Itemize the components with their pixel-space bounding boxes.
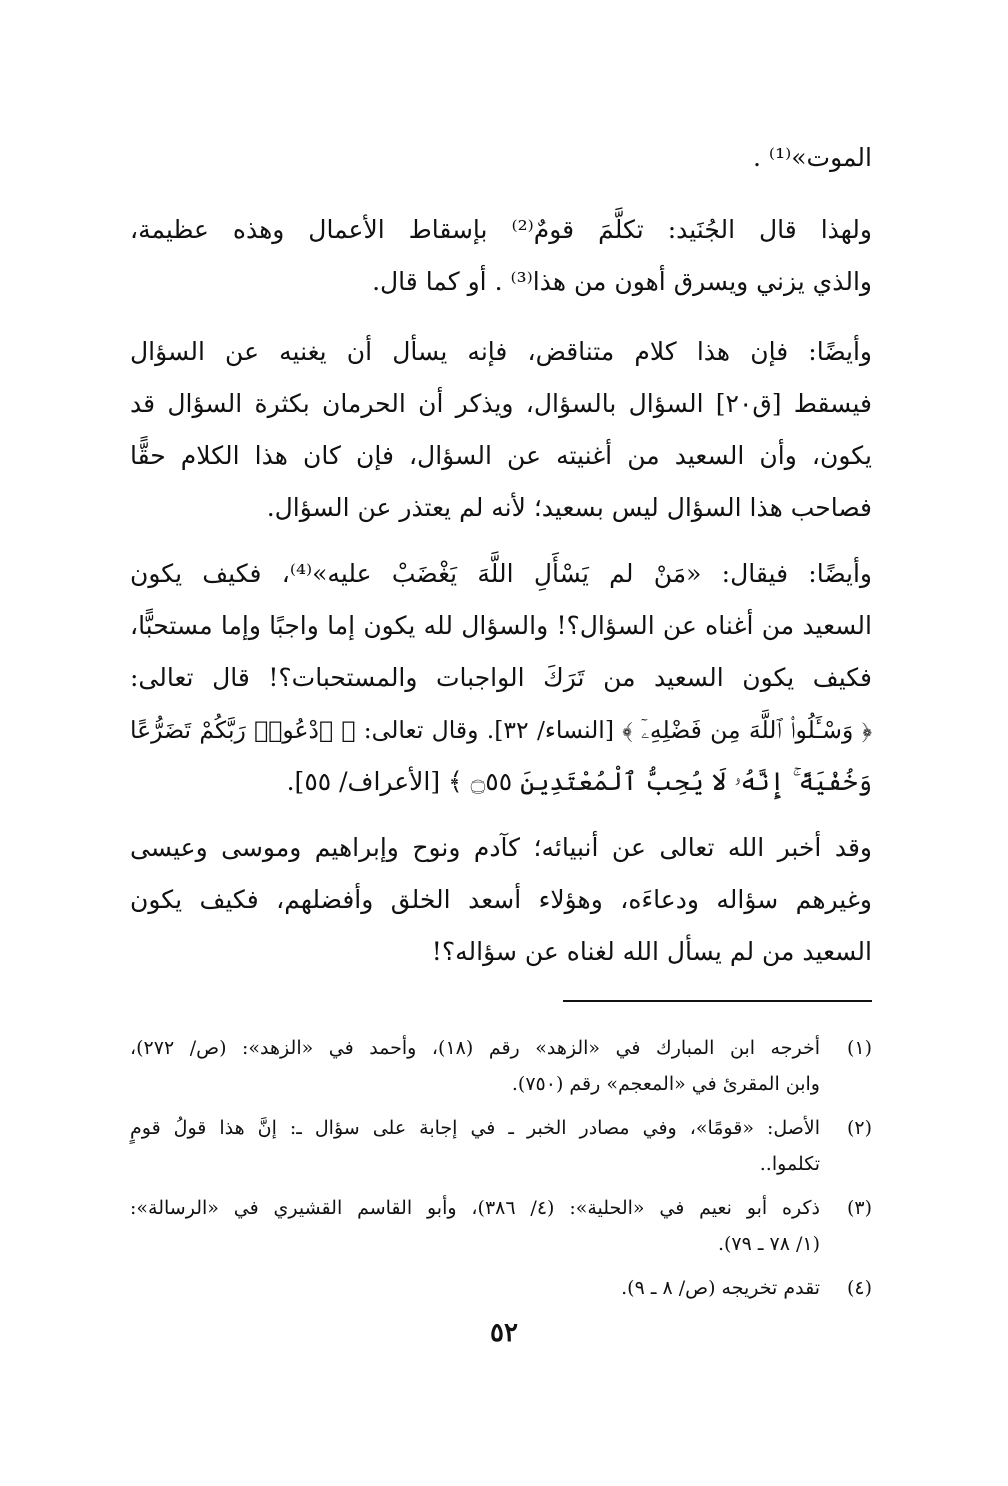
paragraph-3: [130, 326, 872, 534]
page-number: ٥٢: [490, 1318, 518, 1348]
footnote-line: الأصل: «قومًا»، وفي مصادر الخبر ـ في إجابة على سؤال ـ: إنَّ هذا قولُ قومٍ: [130, 1117, 820, 1139]
footnotes: [130, 1030, 872, 1314]
footnote-2: [130, 1110, 872, 1182]
footnote-line: ذكره أبو نعيم في «الحلية»: (٤/ ٣٨٦)، وأبو القاسم القشيري في «الرسالة»:: [130, 1197, 820, 1219]
footnote-1: [130, 1030, 872, 1102]
text-line: فيسقط [ق٢٠] السؤال بالسؤال، ويذكر أن الحرمان بكثرة السؤال قد: [130, 389, 872, 418]
footnote-3: [130, 1190, 872, 1262]
text-line: وقد أخبر الله تعالى عن أنبيائه؛ كآدم ونوح وإبراهيم وموسى وعيسى: [130, 833, 872, 862]
footnote-line: أخرجه ابن المبارك في «الزهد» رقم (١٨)، وأحمد في «الزهد»: (ص/ ٢٧٢)،: [130, 1037, 820, 1059]
text-line: السعيد من لم يسأل الله لغناه عن سؤاله؟!: [431, 937, 872, 966]
text-line: وغيرهم سؤاله ودعاءَه، وهؤلاء أسعد الخلق وأفضلهم، فكيف يكون: [130, 885, 872, 914]
footnote-number: (١): [846, 1037, 872, 1059]
text-line: فصاحب هذا السؤال ليس بسعيد؛ لأنه لم يعتذر عن السؤال.: [266, 493, 872, 522]
footnote-number: (٤): [846, 1277, 872, 1299]
footnote-number: (٣): [846, 1197, 872, 1219]
footnote-line: وابن المقرئ في «المعجم» رقم (٧٥٠).: [511, 1073, 820, 1095]
paragraph-2: [130, 204, 872, 308]
text-line: الموت»⁽¹⁾ .: [753, 143, 872, 172]
paragraph-4: [130, 548, 872, 808]
text-line: فكيف يكون السعيد من تَرَكَ الواجبات والمستحبات؟! قال تعالى:: [130, 663, 872, 692]
footnote-line: (١/ ٧٨ ـ ٧٩).: [717, 1233, 820, 1255]
footnote-4: [130, 1270, 872, 1306]
quran-line: ﴿ وَسْـَٔلُوا۟ ٱللَّهَ مِن فَضْلِهِۦٓ ﴾ [النساء/ ٣٢]. وقال تعالى: ﴿ ٱدْعُوا۟ رَبَّكُمْ تَضَرُّعًا: [130, 716, 872, 744]
text-line: ولهذا قال الجُنَيد: تكلَّمَ قومٌ⁽²⁾ بإسقاط الأعمال وهذه عظيمة،: [130, 215, 872, 244]
footnote-separator: [563, 1000, 872, 1002]
paragraph-5: [130, 822, 872, 978]
quran-line: وَخُفْيَةً ۚ إِنَّهُۥ لَا يُحِبُّ ٱلْمُعْتَدِينَ ۝٥٥ ﴾ [الأعراف/ ٥٥].: [286, 767, 872, 796]
text-line: وأيضًا: فإن هذا كلام متناقض، فإنه يسأل أن يغنيه عن السؤال: [130, 337, 872, 366]
footnote-number: (٢): [846, 1117, 872, 1139]
footnote-line: تكلموا..: [759, 1153, 820, 1175]
footnote-line: تقدم تخريجه (ص/ ٨ ـ ٩).: [621, 1277, 820, 1299]
text-line: والذي يزني ويسرق أهون من هذا⁽³⁾ . أو كما قال.: [372, 267, 872, 296]
text-line: وأيضًا: فيقال: «مَنْ لم يَسْأَلِ اللَّهَ يَغْضَبْ عليه»⁽⁴⁾، فكيف يكون: [130, 559, 872, 588]
paragraph-1: [130, 132, 872, 184]
text-line: يكون، وأن السعيد من أغنيته عن السؤال، فإن كان هذا الكلام حقًّا: [130, 441, 872, 470]
text-line: السعيد من أغناه عن السؤال؟! والسؤال لله يكون إما واجبًا وإما مستحبًّا،: [130, 611, 872, 640]
